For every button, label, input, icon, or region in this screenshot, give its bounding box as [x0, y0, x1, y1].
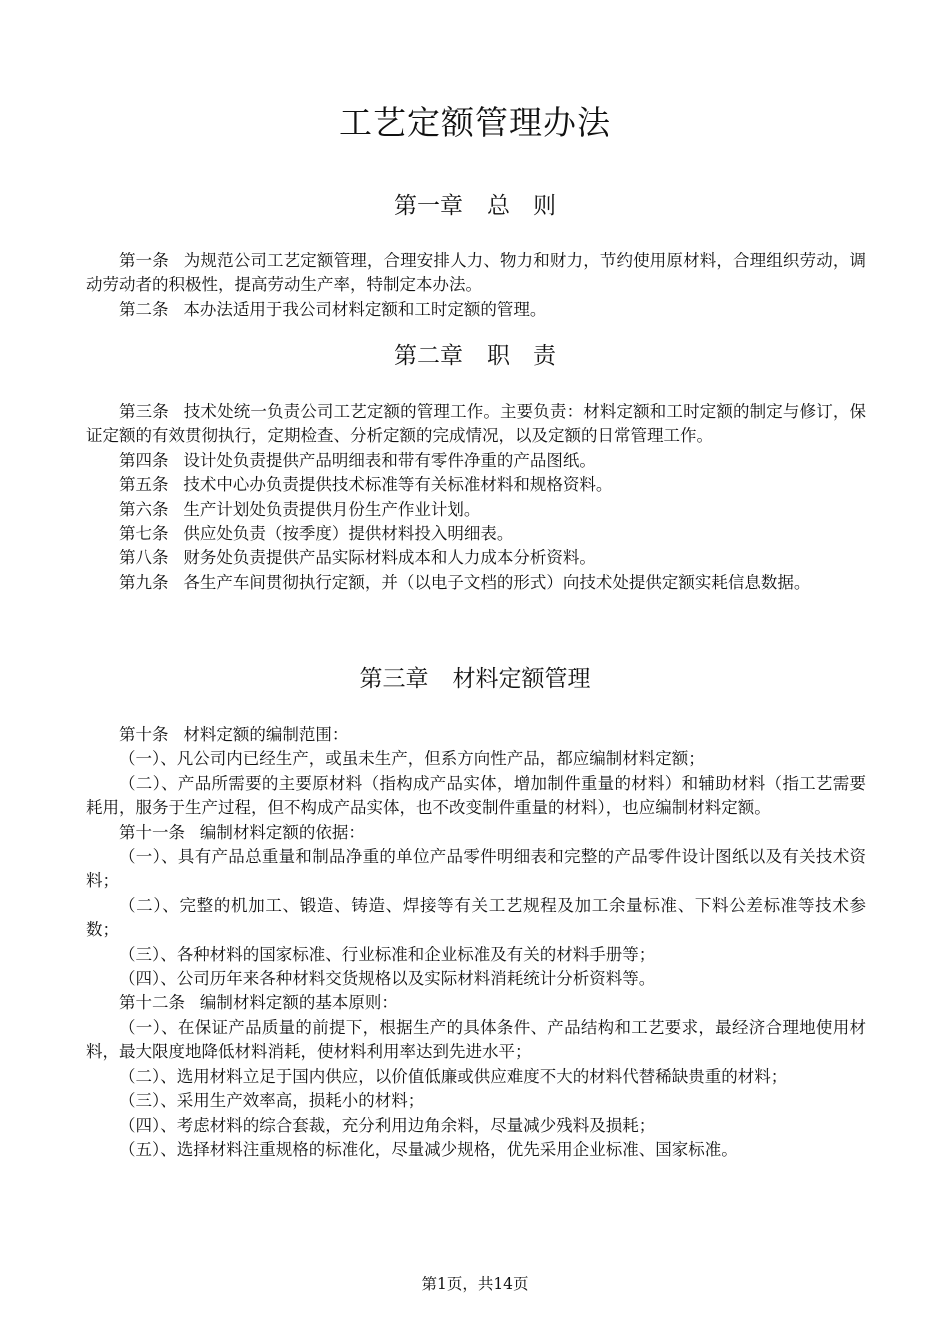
article-text: 为规范公司工艺定额管理，合理安排人力、物力和财力，节约使用原材料，合理组织劳动，调动劳动者的积极性，提高劳动生产率，特制定本办法。 — [86, 251, 867, 295]
article-text: 生产计划处负责提供月份生产作业计划。 — [183, 499, 481, 519]
article-paragraph — [86, 400, 866, 449]
article-label: 第九条 — [119, 572, 169, 592]
document-title: 工艺定额管理办法 — [339, 103, 611, 142]
clause-text: （一）、在保证产品质量的前提下，根据生产的具体条件、产品结构和工艺要求，最经济合理地使用材料，最大限度地降低材料消耗，使材料利用率达到先进水平； — [86, 1017, 866, 1062]
article-label: 第八条 — [119, 548, 169, 568]
chapter-body — [86, 400, 866, 595]
article-label: 第一条 — [119, 251, 169, 270]
clause-paragraph — [86, 1065, 866, 1089]
clause-paragraph — [86, 967, 866, 991]
chapter-label: 第三章 — [359, 666, 429, 692]
article-paragraph — [86, 991, 866, 1015]
chapter-heading — [0, 341, 950, 371]
chapter-heading — [0, 191, 950, 221]
article-text: 编制材料定额的依据： — [199, 822, 365, 842]
article-label: 第七条 — [119, 524, 169, 544]
article-label: 第二条 — [119, 299, 169, 319]
clause-text: （一）、具有产品总重量和制品净重的单位产品零件明细表和完整的产品零件设计图纸以及有关技术资料； — [86, 847, 866, 891]
clause-paragraph — [86, 1138, 866, 1162]
chapter-name: 总 则 — [487, 193, 556, 219]
article-text: 设计处负责提供产品明细表和带有零件净重的产品图纸。 — [183, 450, 596, 470]
article-text: 财务处负责提供产品实际材料成本和人力成本分析资料。 — [183, 548, 596, 568]
article-label: 第六条 — [119, 499, 169, 519]
chapter-name: 材料定额管理 — [452, 666, 591, 692]
clause-text: （三）、采用生产效率高，损耗小的材料； — [119, 1091, 425, 1111]
clause-paragraph — [86, 772, 866, 821]
article-text: 编制材料定额的基本原则： — [199, 993, 398, 1013]
article-text: 供应处负责（按季度）提供材料投入明细表。 — [183, 524, 514, 544]
article-paragraph — [86, 546, 866, 570]
article-text: 技术处统一负责公司工艺定额的管理工作。主要负责：材料定额和工时定额的制定与修订，保证定额的有效贯彻执行，定期检查、分析定额的完成情况，以及定额的日常管理工作。 — [86, 402, 867, 446]
article-paragraph — [86, 449, 866, 473]
article-label: 第十二条 — [119, 993, 185, 1013]
article-text: 各生产车间贯彻执行定额，并（以电子文档的形式）向技术处提供定额实耗信息数据。 — [183, 572, 811, 592]
article-label: 第五条 — [119, 475, 169, 495]
clause-text: （五）、选择材料注重规格的标准化，尽量减少规格，优先采用企业标准、国家标准。 — [119, 1139, 738, 1159]
chapter-heading — [0, 664, 950, 694]
article-label: 第三条 — [119, 402, 169, 421]
article-paragraph — [86, 298, 866, 322]
clause-text: （二）、完整的机加工、锻造、铸造、焊接等有关工艺规程及加工余量标准、下料公差标准等技术参数； — [86, 895, 866, 940]
clause-paragraph — [86, 894, 866, 943]
article-paragraph — [86, 571, 866, 595]
chapter-body — [86, 723, 866, 1162]
article-text: 材料定额的编制范围： — [183, 725, 349, 744]
clause-paragraph — [86, 1016, 866, 1065]
chapter-body — [86, 249, 866, 322]
clause-text: （二）、选用材料立足于国内供应，以价值低廉或供应难度不大的材料代替稀缺贵重的材料； — [119, 1066, 788, 1086]
clause-paragraph — [86, 943, 866, 967]
article-paragraph — [86, 249, 866, 298]
chapter-label: 第二章 — [394, 343, 463, 369]
clause-paragraph — [86, 845, 866, 894]
article-paragraph — [86, 723, 866, 747]
article-paragraph — [86, 473, 866, 497]
clause-paragraph — [86, 1089, 866, 1113]
article-paragraph — [86, 821, 866, 845]
page-footer: 第1页，共14页 — [421, 1275, 529, 1293]
clause-text: （二）、产品所需要的主要原材料（指构成产品实体，增加制件重量的材料）和辅助材料（指工艺需要耗用，服务于生产过程，但不构成产品实体，也不改变制件重量的材料），也应编制材料定额。 — [86, 773, 866, 818]
clause-text: （一）、凡公司内已经生产，或虽未生产，但系方向性产品，都应编制材料定额； — [119, 749, 705, 769]
clause-paragraph — [86, 747, 866, 771]
article-paragraph — [86, 522, 866, 546]
chapter-name: 职 责 — [487, 343, 556, 369]
article-paragraph — [86, 498, 866, 522]
clause-text: （三）、各种材料的国家标准、行业标准和企业标准及有关的材料手册等； — [119, 944, 656, 964]
clause-paragraph — [86, 1114, 866, 1138]
article-label: 第十条 — [119, 725, 169, 744]
article-label: 第十一条 — [119, 822, 185, 842]
clause-text: （四）、公司历年来各种材料交货规格以及实际材料消耗统计分析资料等。 — [119, 969, 656, 989]
clause-text: （四）、考虑材料的综合套裁，充分利用边角余料，尽量减少残料及损耗； — [119, 1115, 656, 1135]
article-label: 第四条 — [119, 450, 169, 470]
article-text: 技术中心办负责提供技术标准等有关标准材料和规格资料。 — [183, 475, 613, 495]
article-text: 本办法适用于我公司材料定额和工时定额的管理。 — [183, 299, 547, 319]
chapter-label: 第一章 — [394, 193, 463, 219]
